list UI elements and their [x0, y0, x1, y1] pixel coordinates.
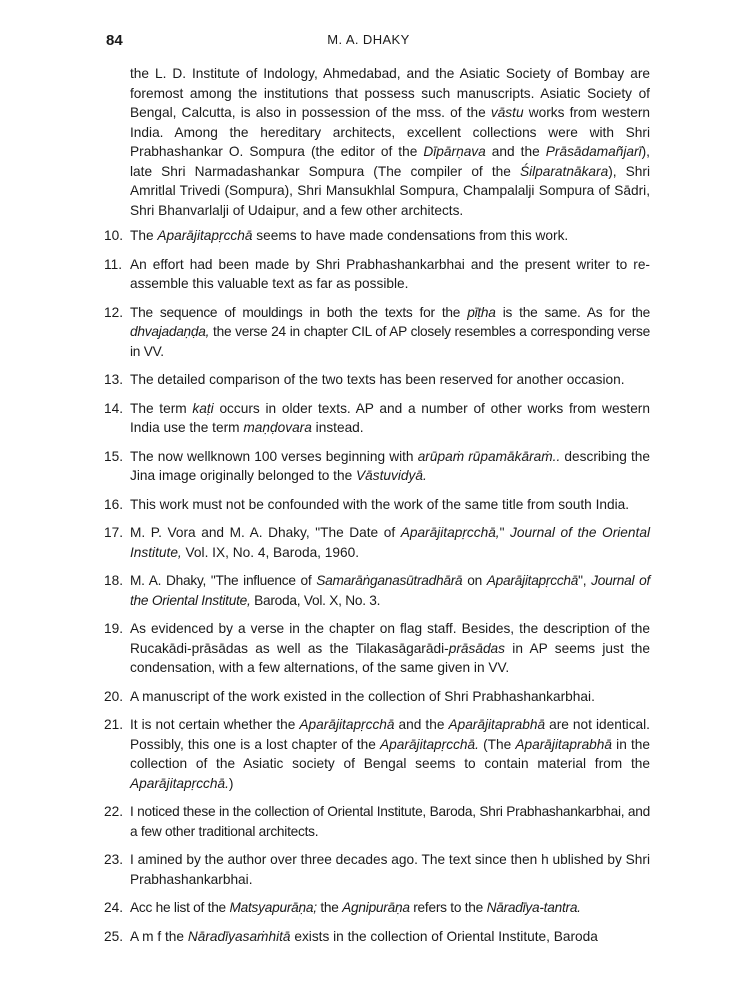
text-run: the verse 24 in chapter CIL of AP closely resembles a corresponding verse in VV.	[130, 324, 650, 359]
footnote-item	[104, 370, 650, 390]
footnote-text	[130, 399, 650, 438]
footnote-number: 12.	[104, 304, 124, 320]
footnote-number: 22.	[104, 804, 124, 819]
italic-term: Agnipurāṇa	[342, 900, 410, 915]
footnote-item	[104, 802, 650, 841]
text-run: This work must not be confounded with the work of the same title from south India.	[130, 496, 630, 512]
text-run: exists in the collection of Oriental Institute, Baroda	[290, 928, 598, 944]
footnote-item	[104, 495, 650, 515]
italic-term: Aparājitapṛcchā.	[130, 775, 229, 791]
italic-term: arūpaṁ rūpamākāraṁ..	[417, 448, 561, 464]
text-run: in AP seems just the condensation, with a few alternations, of the same given in VV.	[130, 640, 650, 675]
footnote-number: 24.	[104, 900, 124, 915]
text-run: The term	[130, 400, 193, 416]
text-run: ), late Shri Narmadashankar Sompura (The compiler of the	[130, 144, 650, 179]
text-run: and the	[485, 144, 546, 159]
text-run: )	[228, 775, 234, 791]
text-run: Acc he list of the	[130, 900, 230, 915]
italic-term: Aparājitapṛcchā	[299, 717, 395, 732]
italic-term: Aparājitaprabhā	[448, 717, 546, 732]
text-run: the L. D. Institute of Indology, Ahmedabad, and the Asiatic Society of Bombay are foremost among the institutions that possess such manuscripts. Asiatic Society of Bengal, Calcutta, is also in possession of the mss. of the	[130, 66, 650, 120]
italic-term: Vāstuvidyā.	[356, 468, 427, 483]
footnote-item	[104, 399, 650, 438]
text-run: M. A. Dhaky, "The influence of	[130, 573, 317, 588]
italic-term: Śilparatnākara	[519, 163, 609, 179]
text-run: The detailed comparison of the two texts has been reserved for another occasion.	[130, 372, 625, 387]
text-run: A manuscript of the work existed in the collection of Shri Prabhashankarbhai.	[130, 688, 595, 704]
text-run: instead.	[311, 420, 364, 435]
text-run: It is not certain whether the	[130, 717, 300, 732]
text-run: I amined by the author over three decades ago. The text since then h ublished by Shri Prabhashankarbhai.	[130, 852, 650, 887]
italic-term: Matsyapurāṇa;	[229, 900, 317, 915]
footnote-text	[130, 687, 650, 707]
footnote-number: 10.	[104, 228, 124, 243]
italic-term: Nāradīyasaṁhitā	[187, 928, 291, 944]
text-run: is the same. As for the	[495, 304, 650, 320]
text-run: the	[316, 900, 343, 915]
footnote-text	[130, 715, 650, 793]
italic-term: Journal of the Oriental Institute,	[130, 525, 650, 560]
footnote-text	[130, 226, 650, 246]
footnote-item	[104, 850, 650, 889]
page-header	[0, 32, 737, 52]
footnote-number: 19.	[104, 621, 124, 636]
text-run: M. P. Vora and M. A. Dhaky, "The Date of	[130, 525, 401, 540]
footnote-item	[104, 571, 650, 610]
text-run: are not identical. Possibly, this one is a lost chapter of the	[130, 717, 650, 752]
italic-term: Prāsādamañjarī	[545, 144, 642, 159]
footnote-text	[130, 802, 650, 841]
page-number: 84	[106, 32, 123, 49]
footnote-text	[130, 523, 650, 562]
footnote-number: 13.	[104, 372, 124, 387]
notes-list	[104, 226, 650, 946]
text-run: works from western India. Among the hereditary architects, excellent collections were with Shri Prabhashankar O. Sompura (the editor of the	[130, 105, 651, 159]
footnote-text	[130, 447, 650, 486]
continued-note-paragraph	[104, 64, 650, 220]
text-run: (The	[478, 736, 516, 752]
footnote-number: 21.	[104, 717, 124, 732]
footnote-text	[130, 303, 650, 362]
footnote-number: 17.	[104, 525, 124, 540]
text-run: occurs in older texts. AP and a number of other works from western India use the term	[130, 400, 650, 435]
footnote-item	[104, 687, 650, 707]
footnote-item	[104, 255, 650, 294]
italic-term: Aparājitapṛcchā	[486, 573, 579, 588]
italic-term: prāsādas	[448, 640, 506, 656]
text-run: on	[462, 573, 487, 588]
text-run: A m f the	[130, 928, 188, 944]
text-run: An effort had been made by Shri Prabhashankarbhai and the present writer to re-assemble this valuable text as far as possible.	[130, 256, 650, 291]
text-run: ), Shri Amritlal Trivedi (Sompura), Shri Mansukhlal Sompura, Champalalji Sompura of Sādri, Shri Bhanvarlalji of Udaipur, and a few other architects.	[130, 163, 650, 218]
text-run: The	[130, 228, 158, 243]
footnote-number: 18.	[104, 573, 124, 588]
footnote-number: 11.	[104, 256, 123, 272]
italic-term: Nāradīya-tantra.	[486, 900, 581, 915]
footnote-item	[104, 523, 650, 562]
text-run: describing the Jina image originally belonged to the	[130, 448, 650, 483]
italic-term: Aparājitaprabhā	[515, 736, 613, 752]
running-head: M. A. DHAKY	[327, 32, 410, 47]
italic-term: Aparājitapṛcchā.	[380, 736, 479, 752]
italic-term: Samarāṅganasūtradhārā	[316, 573, 463, 588]
footnote-number: 20.	[104, 688, 124, 704]
text-run: in the collection of the Asiatic society of Bengal seems to contain material from the	[130, 736, 650, 771]
footnote-text	[130, 850, 650, 889]
footnote-number: 25.	[104, 928, 124, 944]
footnote-text	[130, 927, 650, 947]
footnote-item	[104, 715, 650, 793]
text-run: The now wellknown 100 verses beginning with	[130, 448, 418, 464]
text-run: "	[499, 525, 511, 540]
italic-term: Dīpārṇava	[423, 144, 486, 159]
footnote-item	[104, 303, 650, 362]
text-run: Baroda, Vol. X, No. 3.	[250, 592, 381, 608]
footnote-number: 23.	[104, 852, 124, 867]
text-run: ",	[578, 573, 592, 588]
footnote-text	[130, 619, 650, 678]
text-run: As evidenced by a verse in the chapter on flag staff. Besides, the description of the Rucakādi-prāsādas as well as the Tilakasāgarādi-	[130, 621, 650, 656]
footnote-item	[104, 898, 650, 918]
footnote-item	[104, 447, 650, 486]
italic-term: Journal of the Oriental Institute,	[130, 573, 650, 608]
text-run: refers to the	[409, 900, 487, 915]
italic-term: Aparājitapṛcchā	[157, 228, 253, 243]
text-run: The sequence of mouldings in both the texts for the	[130, 304, 468, 320]
text-run: I noticed these in the collection of Oriental Institute, Baroda, Shri Prabhashankarbhai, and a few other traditional architects.	[130, 804, 650, 839]
footnote-number: 16.	[104, 496, 124, 512]
text-run: and the	[394, 717, 449, 732]
footnote-number: 15.	[104, 448, 124, 464]
notes-body	[104, 64, 650, 946]
italic-term: maṇḍovara	[243, 420, 312, 435]
footnote-text	[130, 495, 650, 515]
footnote-text	[130, 255, 650, 294]
footnote-number: 14.	[104, 400, 124, 416]
footnote-text	[130, 370, 650, 390]
italic-term: pīṭha	[467, 304, 496, 320]
italic-term: Aparājitapṛcchā,	[400, 525, 500, 540]
italic-term: kaṭi	[192, 400, 214, 416]
footnote-text	[130, 898, 650, 918]
text-run: seems to have made condensations from this work.	[252, 228, 569, 243]
italic-term: vāstu	[490, 105, 524, 120]
footnote-item	[104, 619, 650, 678]
footnote-item	[104, 927, 650, 947]
italic-term: dhvajadaṇḍa,	[130, 324, 210, 339]
text-run: Vol. IX, No. 4, Baroda, 1960.	[181, 544, 360, 560]
footnote-text	[130, 571, 650, 610]
footnote-item	[104, 226, 650, 246]
